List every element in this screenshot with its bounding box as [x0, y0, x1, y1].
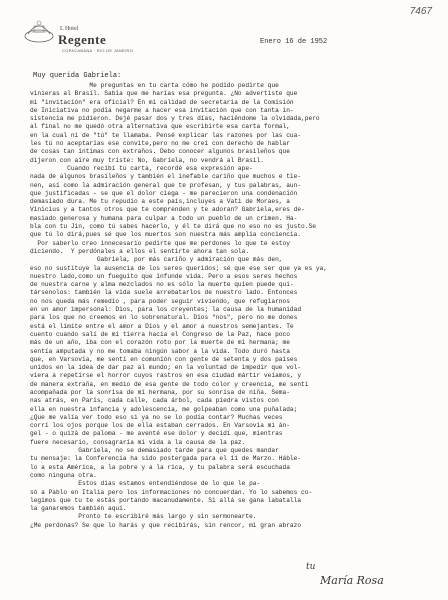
- letter-line: nas atrás, en París, cada calle, cada árbol, cada piedra vistos con: [30, 397, 279, 405]
- letter-line: acompañada por la sonrisa de mi hermana, por su sonrisa de niña. Sema-: [30, 388, 290, 396]
- letter-line: les tú no aceptarías ese convite,pero no me creí con derecho de hablar: [30, 140, 290, 148]
- letter-line: eso no sustituye la ausencia de los seres queridos; sé que ese ser que ya es ya,: [30, 264, 328, 272]
- letter-line: vinieras al Brasil. Sabía que me harías esa pregunta. ¿No advertiste que: [30, 90, 298, 98]
- letter-line: está el límite entre el amor a Dios y el amor a nuestros semejantes. Te: [30, 322, 294, 330]
- letterhead-name: Regente: [58, 32, 107, 47]
- letter-line: viera a repetirse el horror cuyos rastros en esa ciudad mártir veíamos, y: [30, 372, 302, 380]
- letter-line: de nuestra carne y alma mezclados no es sólo la muerte quien puede qui-: [30, 281, 294, 289]
- hotel-crest-icon: [22, 14, 56, 48]
- letter-line: sistencia me pidieron. Dejé pasar dos y tres días, haciéndome la olvidada,pero: [30, 115, 320, 123]
- signature-name: María Rosa: [320, 574, 384, 587]
- letter-line: más de un año, iba con el corazón roto por la muerte de mi hermana; me: [30, 339, 290, 347]
- letter-line: só a Pablo en Italia pero los informaciones no concuerdan. Yo lo sabemos co-: [30, 488, 313, 496]
- closing: tu: [306, 562, 316, 572]
- letterhead-city: COPACABANA · RIO DE JANEIRO: [62, 48, 134, 53]
- signature: [306, 562, 384, 587]
- letter-line: corrí los ojos porque los de ella estaban cerrados. En Varsovia mi án-: [30, 422, 290, 430]
- letter-line: para los que no creemos en lo sobrenatural. Dios "nos", pero no me dones: [30, 314, 298, 322]
- letter-line: mi "invitación" era oficial? En mi calidad de secretaria de la Comisión: [30, 98, 294, 106]
- letter-line: que justificadas - se que el dolor ciega - me parecieron una condenación: [30, 189, 298, 197]
- letter-date: Enero 16 de 1952: [260, 38, 328, 46]
- letter-line: cuento cuando salí de mi tierra hacia el Congreso de la Paz, hace poco: [30, 330, 290, 338]
- letter-line: Gabriela, no se demasiado tarde para que quedes mandar: [30, 447, 279, 455]
- letter-line: Me preguntas en tu carta cómo he podido pedirte que: [30, 82, 279, 89]
- letter-line: Por saberlo creo innecesario pedirte que me perdones lo que te estoy: [30, 239, 290, 247]
- letter-line: sentía amputada y no me tomaba ningún sabor a la vida. Todo duró hasta: [30, 347, 290, 355]
- letter-line: Estos días estamos entendiéndose de lo que le pa-: [30, 480, 261, 488]
- letter-line: en un amor impersonal: Dios, para los creyentes; la causa de la humanidad: [30, 306, 302, 314]
- letter-line: ¿Que me valía ver todo eso si ya no se lo podía contar? Muchas veces: [30, 413, 283, 421]
- letter-line: Cuando recibí tu carta, recordé esa expresión ape-: [30, 164, 253, 172]
- letter-line: no nos queda más remedio , para poder seguir viviendo, que refugiarnos: [30, 297, 290, 305]
- salutation: Muy querida Gabriela:: [33, 72, 122, 80]
- letter-line: bla con tu Jin, como tú sabes hacerlo, y él te dirá que no eso no es justo.Se: [30, 223, 316, 231]
- letter-line: társenolos: también la vida suele arrebatarlos de nuestro lado. Entonces: [30, 289, 298, 297]
- letter-line: diciendo. Y perdónales a ellos el sentirte ahora tan sola.: [30, 247, 250, 255]
- letterhead: [22, 14, 142, 54]
- letter-line: fuere necesario, consagraría mi vida a la causa de la paz.: [30, 438, 246, 446]
- letter-line: ¿Me perdonas? Se que lo harás y que recibirás, sin rencor, mi gran abrazo: [30, 521, 302, 529]
- letter-line: nuestro lado,como un fueguito que infunde vida. Pero a esos seres hechos: [30, 272, 298, 280]
- letter-line: de cosas tan íntimas con extraños. Debo conocer algunos brasileños que: [30, 148, 290, 156]
- letter-line: legimos que tu te estás portando macanudamente. Si allá se gana labatalla: [30, 496, 302, 504]
- letter-line: la ganaremos también aquí.: [30, 505, 127, 513]
- letter-line: como ninguna otra.: [30, 471, 97, 479]
- letter-line: tu mensaje: la Conferencia ha sido postergada para el 11 de Marzo. Háble-: [30, 455, 302, 463]
- letter-line: en la cual ni de "tú" te llamaba. Pensé explicar las razones por las cua-: [30, 131, 302, 139]
- letter-line: Pronto te escribiré más largo y sin sermonearte.: [30, 513, 257, 521]
- letter-line: Vinicius y a tantos otros que te comprenden y te adoran? Gabriela,eres de-: [30, 206, 305, 214]
- letter-line: lo a esta América, a la pobre y a la rica, y tu palabra será escuchada: [30, 463, 290, 471]
- letter-line: al final no me quedó otra alternativa que escribirte esa carta formal,: [30, 123, 290, 131]
- letter-line: nada de algunos brasileños y también el inefable cariño que muchos e tie-: [30, 173, 302, 181]
- letterhead-hotel: L Hotel: [60, 26, 79, 32]
- archive-number: 7467: [409, 6, 432, 17]
- letter-line: masiado generosa y humana para culpar a todo un pueblo de un crimen. Ha-: [30, 214, 298, 222]
- letter-line: unidos en la idea de dar paz al mundo; en la voluntad de impedir que vol-: [30, 364, 302, 372]
- letter-line: de manera extraña, en medio de esa gente de todo color y creencia, me sentí: [30, 380, 309, 388]
- letter-line: gel - o quizá de paloma - me aventé ese dolor y decidí que, mientras: [30, 430, 283, 438]
- letter-line: demasiado dura. Me tu repudio a este país,incluyes a Vati de Moraes, a: [30, 198, 290, 206]
- letter-line: nen, así como la admiración general que te profesan, y tus palabras, aun-: [30, 181, 302, 189]
- letter-line: de Iniciativa no podía negarme a hacer esa invitación que con tanta in-: [30, 106, 294, 114]
- letter-line: que, en Varsovia, me sentí en comunión con gente de setenta y dos países: [30, 355, 298, 363]
- letter-line: dijeron con aire muy triste: No, Gabriela, no vendrá al Brasil.: [30, 156, 264, 164]
- letter-line: que tú lo dirá,pues sé que los muertos son nuestra más amplia conciencia.: [30, 231, 302, 239]
- letter-body: [30, 82, 440, 530]
- letter-line: Gabriela, por más cariño y admiración que más den,: [30, 256, 283, 264]
- letter-line: ella en nuestra infancia y adolescencia, me golpeaban como una puñalada;: [30, 405, 298, 413]
